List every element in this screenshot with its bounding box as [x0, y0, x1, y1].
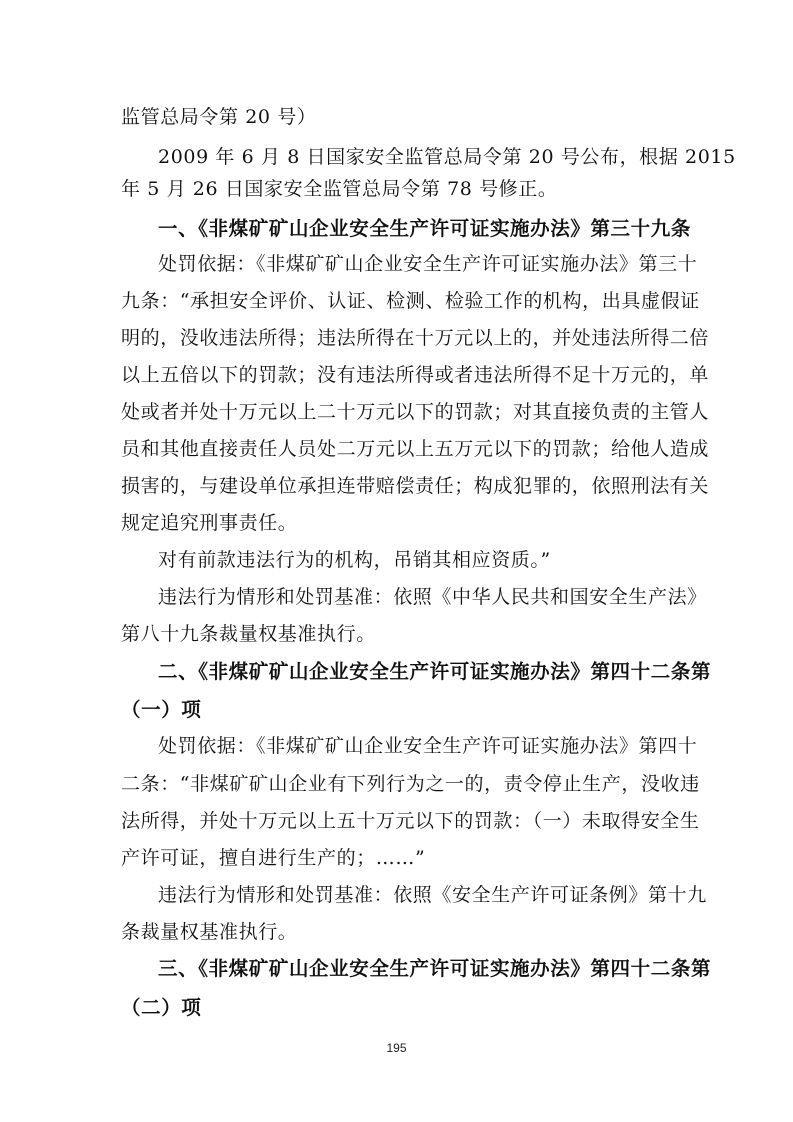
text-line: 明的，没收违法所得；违法所得在十万元以上的，并处违法所得二倍	[121, 327, 710, 349]
text-line: 规定追究刑事责任。	[121, 512, 298, 534]
section-heading: 三、《非煤矿矿山企业安全生产许可证实施办法》第四十二条第	[158, 957, 712, 980]
text-line: 二条：“非煤矿矿山企业有下列行为之一的，责令停止生产，没收违	[121, 773, 700, 795]
text-line: 处或者并处十万元以上二十万元以下的罚款；对其直接负责的主管人	[121, 401, 710, 423]
paragraph-line: 对有前款违法行为的机构，吊销其相应资质。”	[158, 549, 551, 571]
text-line: 损害的，与建设单位承担连带赔偿责任；构成犯罪的，依照刑法有关	[121, 475, 710, 497]
text-line: 员和其他直接责任人员处二万元以上五万元以下的罚款；给他人造成	[121, 438, 710, 460]
text-line: 九条：“承担安全评价、认证、检测、检验工作的机构，出具虚假证	[121, 290, 700, 312]
section-heading: 二、《非煤矿矿山企业安全生产许可证实施办法》第四十二条第	[158, 660, 712, 683]
section-heading: 一、《非煤矿矿山企业安全生产许可证实施办法》第三十九条	[158, 217, 691, 240]
page-number: 195	[386, 1041, 407, 1055]
text-line: 年 5 月 26 日国家安全监管总局令第 78 号修正。	[121, 178, 558, 200]
text-line: 法所得，并处十万元以上五十万元以下的罚款：（一）未取得安全生	[121, 810, 700, 832]
text-line: 监管总局令第 20 号）	[121, 106, 317, 128]
paragraph-line: 处罚依据：《非煤矿矿山企业安全生产许可证实施办法》第三十	[158, 253, 698, 275]
text-line: 产许可证，擅自进行生产的；……”	[121, 847, 426, 869]
text-line: 第八十九条裁量权基准执行。	[121, 623, 376, 645]
paragraph-line: 处罚依据：《非煤矿矿山企业安全生产许可证实施办法》第四十	[158, 735, 698, 757]
text-line: 以上五倍以下的罚款；没有违法所得或者违法所得不足十万元的，单	[121, 364, 710, 386]
paragraph-line: 2009 年 6 月 8 日国家安全监管总局令第 20 号公布，根据 2015	[158, 146, 736, 168]
text-line: 条裁量权基准执行。	[121, 921, 298, 943]
paragraph-line: 违法行为情形和处罚基准：依照《安全生产许可证条例》第十九	[158, 884, 707, 906]
section-heading-continued: （二）项	[121, 996, 202, 1019]
paragraph-line: 违法行为情形和处罚基准：依照《中华人民共和国安全生产法》	[158, 586, 707, 608]
section-heading-continued: （一）项	[121, 698, 202, 721]
